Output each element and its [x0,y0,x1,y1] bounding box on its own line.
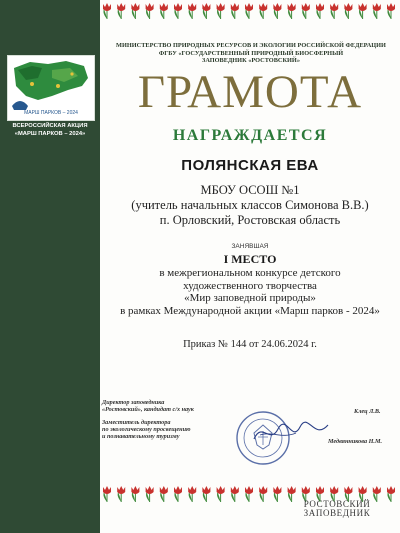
recipient-school [100,183,400,228]
tulip-flower [188,486,196,494]
tulip-flower [316,3,324,11]
tulip-flower [259,486,267,494]
tulip-flower [231,486,239,494]
logo-caption: МАРШ ПАРКОВ – 2024 [24,110,78,116]
issuer-line-2: ФГБУ «ГОСУДАРСТВЕННЫЙ ПРИРОДНЫЙ БИОСФЕРНЫЙ [158,49,344,57]
deputy-line-2: по экологическому просвещению [102,426,191,434]
tulip-flower [231,3,239,11]
director-line-1: Директор заповедника [102,399,165,406]
tulip-flower [117,486,125,494]
director-title [102,399,194,413]
tulip-flower [359,3,367,11]
deputy-line-1: Заместитель директора [102,419,171,426]
deputy-name: Медвянникова Н.М. [328,438,383,445]
school-line-3: п. Орловский, Ростовская область [159,213,341,227]
contest-line-3: «Мир заповедной природы» [184,292,316,305]
tulip-flower [344,486,352,494]
tulip-flower [188,3,196,11]
tulip-flower [288,486,296,494]
school-line-1: МБОУ ОСОШ №1 [200,183,300,197]
tulip-flower [302,3,310,11]
recipient-name: ПОЛЯНСКАЯ ЕВА [181,157,319,174]
tulip-flower [302,486,310,494]
tulip-flower [202,486,210,494]
tulip-flower [344,3,352,11]
signature-block [102,395,398,465]
took-label: ЗАНЯВШАЯ [231,243,269,250]
tulip-flower [259,3,267,11]
tulip-flower [330,3,338,11]
tulip-flower [316,486,324,494]
school-line-2: (учитель начальных классов Симонова В.В.) [131,198,369,212]
tulip-flower [103,486,111,494]
document-title: ГРАМОТА [137,66,363,118]
tulip-flower [217,486,225,494]
tulip-flower [160,3,168,11]
director-name: Клец Л.В. [354,408,381,415]
tulip-flower [245,3,253,11]
contest-line-4: в рамках Международной акции «Марш парков - 2024» [120,304,380,317]
tulip-flower [359,486,367,494]
place-label: I МЕСТО [223,252,277,266]
tulip-flower [146,486,154,494]
march-of-parks-logo [7,55,95,121]
action-line-2: «МАРШ ПАРКОВ – 2024» [14,131,86,137]
tulip-border-top [100,0,400,20]
signature-scribble [252,417,332,447]
tulip-flower [373,486,381,494]
tulip-flower [217,3,225,11]
tulip-flower [131,486,139,494]
tulip-flower [273,3,281,11]
tulip-flower [174,486,182,494]
order-reference: Приказ № 144 от 24.06.2024 г. [183,339,317,350]
tulip-flower [202,3,210,11]
issuer-line-1: МИНИСТЕРСТВО ПРИРОДНЫХ РЕСУРСОВ И ЭКОЛОГИИ РОССИЙСКОЙ ФЕДЕРАЦИИ [116,42,386,49]
tulip-flower [131,3,139,11]
issuer-line-3: ЗАПОВЕДНИК «РОСТОВСКИЙ» [202,57,300,65]
tulip-flower [387,486,395,494]
tulip-flower [330,486,338,494]
tulip-flower [117,3,125,11]
contest-line-1: в межрегиональном конкурсе детского [159,267,341,279]
tulip-flower [273,486,281,494]
deputy-title [102,419,191,441]
reserve-logo-line-1: РОСТОВСКИЙ [303,499,371,509]
tulip-flower [103,3,111,11]
reserve-logo-line-2: ЗАПОВЕДНИК [303,508,371,518]
tulip-flower [373,3,381,11]
tulip-flower [288,3,296,11]
contest-line-2: художественного творчества [183,279,317,292]
issuer-header [104,42,398,65]
sidebar [0,0,100,533]
tulip-flower [174,3,182,11]
awarded-heading: НАГРАЖДАЕТСЯ [172,127,328,144]
action-title [2,122,98,138]
deputy-line-3: и познавательному туризму [102,433,180,441]
tulip-flower [387,3,395,11]
action-line-1: ВСЕРОССИЙСКАЯ АКЦИЯ [12,123,88,129]
tulip-flower [160,486,168,494]
tulip-flower [146,3,154,11]
contest-description [100,267,400,317]
tulip-flower [245,486,253,494]
director-line-2: «Ростовский», кандидат с/х наук [102,406,194,414]
reserve-logo [282,500,392,518]
